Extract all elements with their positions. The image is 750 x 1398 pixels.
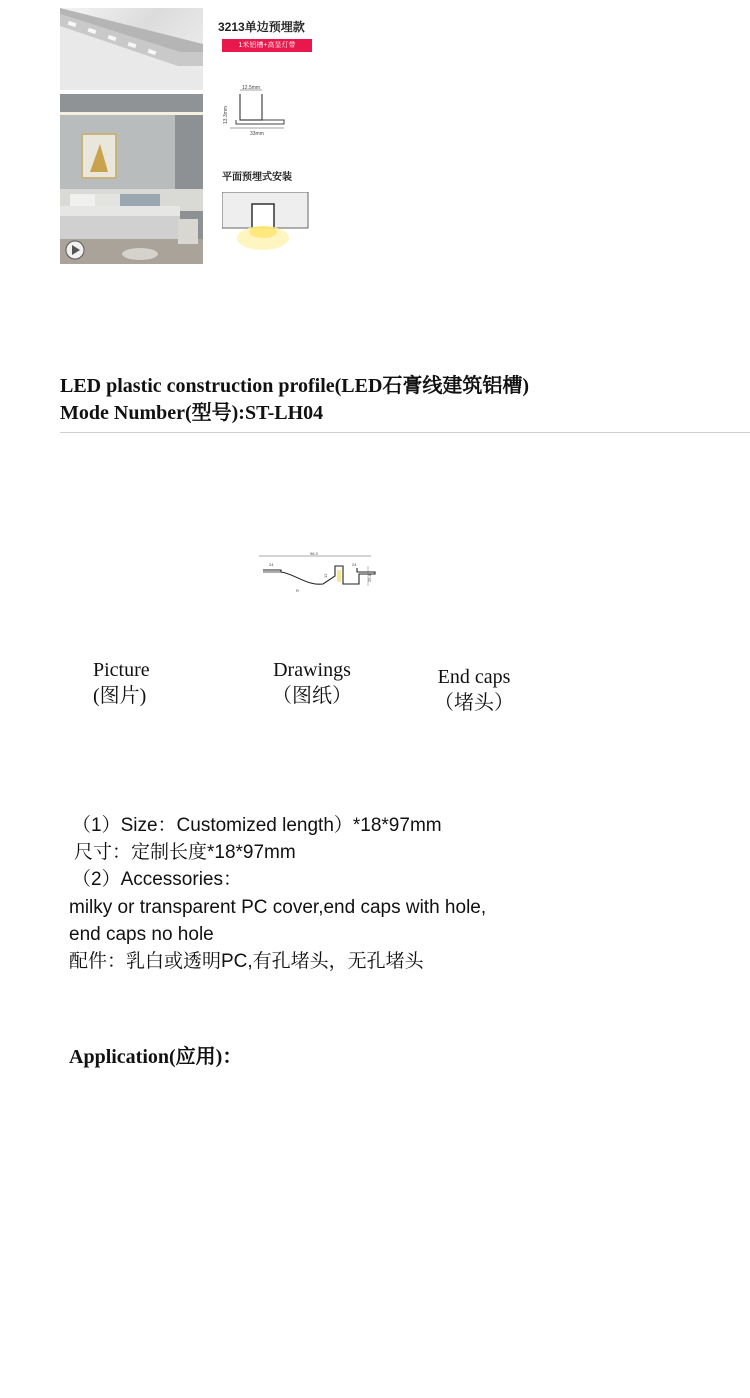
dim-side-label: 13.3mm <box>223 105 229 124</box>
dim-height: 25.4 <box>367 574 372 582</box>
technical-drawing <box>255 548 385 598</box>
picture-label-cn: (图片) <box>93 685 147 707</box>
aluminum-profile-photo <box>60 8 203 90</box>
picture-label-en: Picture <box>93 659 150 681</box>
spec-accessories-line2: end caps no hole <box>69 924 214 945</box>
spec-accessories-line1: milky or transparent PC cover,end caps with hole, <box>69 897 487 918</box>
drawings-label-en: Drawings <box>273 659 351 681</box>
bedroom-application-photo <box>60 94 203 264</box>
product-title: LED plastic construction profile(LED石膏线建筑铝槽) <box>60 375 530 397</box>
spec-card <box>208 8 322 264</box>
spec-size: （1）Size：Customized length）*18*97mm <box>72 815 442 836</box>
application-heading: Application(应用)： <box>69 1046 243 1068</box>
dim-led: 12 <box>323 573 328 578</box>
install-method-title: 平面预埋式安装 <box>222 172 292 183</box>
drawings-label-cn: （图纸） <box>272 685 352 707</box>
end-caps-label-cn: （堵头） <box>434 692 514 714</box>
model-number: Mode Number(型号):ST-LH04 <box>60 402 324 424</box>
spec-card-tag: 1米铝槽+高显灯带 <box>222 39 312 52</box>
dim-right: 24 <box>352 562 357 567</box>
dim-overall: 96.3 <box>310 551 318 556</box>
end-caps-label <box>434 664 514 716</box>
product-image-collage <box>60 8 322 264</box>
end-caps-label-en: End caps <box>437 666 511 688</box>
spec-accessories-cn: 配件：乳白或透明PC,有孔堵头，无孔堵头 <box>69 951 424 972</box>
spec-size-cn: 尺寸：定制长度*18*97mm <box>74 842 296 863</box>
spec-accessories-heading: （2）Accessories： <box>72 869 242 890</box>
spec-card-title: 3213单边预埋款 <box>218 20 305 34</box>
picture-label <box>93 657 150 709</box>
install-illustration <box>222 192 310 252</box>
profile-cross-section-diagram <box>222 84 292 136</box>
dim-radius: R <box>296 588 299 593</box>
dim-top-label: 12.5mm <box>242 85 261 91</box>
dim-left: 24 <box>269 562 274 567</box>
drawings-label <box>272 657 352 709</box>
dim-bottom-label: 33mm <box>250 131 264 136</box>
divider <box>60 432 750 433</box>
